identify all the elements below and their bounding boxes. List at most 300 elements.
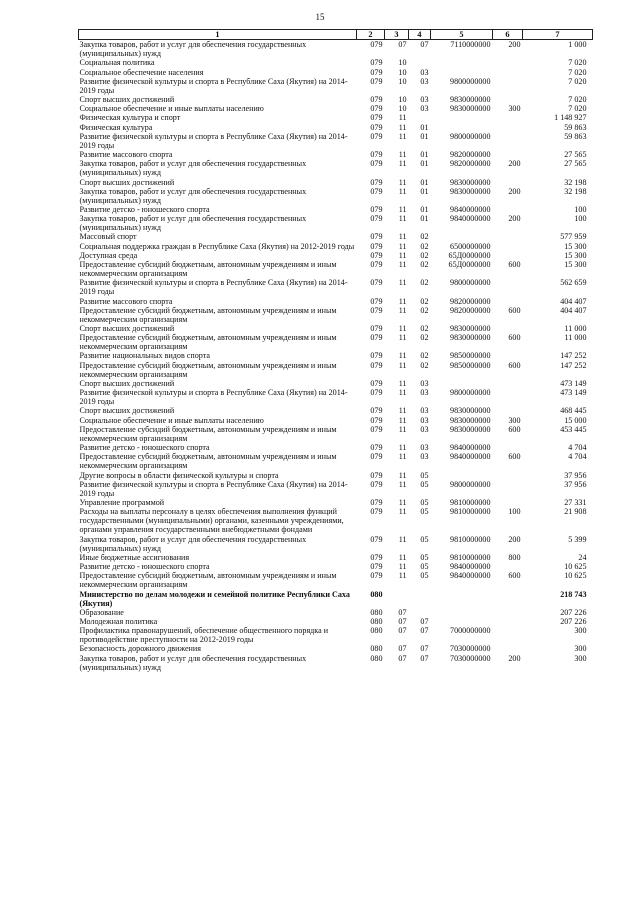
subsection-code: 01 bbox=[420, 150, 429, 160]
row-name: Закупка товаров, работ и услуг для обеспечения государственных (муниципальных) нужд bbox=[79, 534, 307, 553]
table-row bbox=[79, 562, 593, 571]
amount: 468 445 bbox=[560, 406, 587, 416]
amount: 37 956 bbox=[564, 479, 587, 489]
table-row bbox=[79, 388, 593, 406]
row-name: Развитие физической культуры и спорта в Республике Саха (Якутия) на 2014-2019 годы bbox=[79, 479, 348, 498]
table-row bbox=[79, 178, 593, 187]
section-code: 07 bbox=[398, 653, 407, 663]
amount: 11 000 bbox=[564, 333, 587, 343]
ministry-code: 079 bbox=[370, 470, 383, 480]
target-article-code: 65Д0000000 bbox=[448, 250, 491, 260]
section-code: 11 bbox=[398, 232, 407, 242]
amount: 7 020 bbox=[568, 76, 587, 86]
section-code: 07 bbox=[398, 40, 407, 50]
section-code: 11 bbox=[398, 378, 407, 388]
ministry-code: 079 bbox=[370, 534, 383, 544]
amount: 207 226 bbox=[560, 607, 587, 617]
row-name: Предоставление субсидий бюджетным, автономным учреждениям и иным некоммерческим организациям bbox=[79, 452, 337, 471]
ministry-code: 079 bbox=[370, 76, 383, 86]
target-article-code: 7030000000 bbox=[450, 653, 491, 663]
target-article-code: 9830000000 bbox=[450, 95, 491, 105]
subsection-code: 03 bbox=[420, 67, 429, 77]
expense-type-code bbox=[493, 132, 523, 150]
table-row bbox=[79, 306, 593, 324]
target-article-code: 9820000000 bbox=[450, 159, 491, 169]
expense-type-code bbox=[493, 608, 523, 617]
amount: 473 149 bbox=[560, 388, 587, 398]
ministry-code: 079 bbox=[370, 104, 383, 114]
target-article-code: 9830000000 bbox=[450, 186, 491, 196]
expense-type-code bbox=[493, 388, 523, 406]
target-article-code bbox=[431, 113, 493, 122]
table-row bbox=[79, 590, 593, 608]
ministry-code: 080 bbox=[370, 653, 383, 663]
ministry-code: 080 bbox=[370, 644, 383, 654]
ministry-code: 079 bbox=[370, 278, 383, 288]
budget-table bbox=[78, 29, 593, 672]
section-code: 11 bbox=[398, 562, 407, 572]
amount: 59 863 bbox=[564, 131, 587, 141]
section-code: 10 bbox=[398, 58, 407, 68]
expense-type-code: 600 bbox=[508, 333, 521, 343]
amount: 27 565 bbox=[564, 150, 587, 160]
target-article-code: 9830000000 bbox=[450, 324, 491, 333]
section-code: 11 bbox=[398, 186, 407, 196]
row-name: Предоставление субсидий бюджетным, автономным учреждениям и иным некоммерческим организациям bbox=[79, 333, 337, 352]
expense-type-code bbox=[493, 68, 523, 77]
subsection-code bbox=[409, 58, 431, 67]
section-code: 10 bbox=[398, 76, 407, 86]
row-name: Развитие массового спорта bbox=[79, 296, 173, 306]
section-code: 11 bbox=[398, 241, 407, 251]
target-article-code: 9840000000 bbox=[450, 214, 491, 224]
table-row bbox=[79, 251, 593, 260]
section-code: 11 bbox=[398, 113, 407, 123]
row-name: Развитие детско - юношеского спорта bbox=[79, 562, 210, 572]
amount: 218 743 bbox=[560, 589, 587, 599]
target-article-code bbox=[431, 58, 493, 67]
section-code: 11 bbox=[398, 388, 407, 398]
subsection-code: 01 bbox=[420, 186, 429, 196]
subsection-code: 02 bbox=[420, 232, 429, 242]
table-row bbox=[79, 617, 593, 626]
section-code: 11 bbox=[398, 360, 407, 370]
table-row bbox=[79, 480, 593, 498]
expense-type-code: 200 bbox=[508, 40, 521, 50]
table-row bbox=[79, 406, 593, 415]
ministry-code: 079 bbox=[370, 424, 383, 434]
row-name: Социальная поддержка граждан в Республике Саха (Якутия) на 2012-2019 годы bbox=[79, 241, 355, 251]
table-row bbox=[79, 132, 593, 150]
section-code: 11 bbox=[398, 250, 407, 260]
target-article-code: 9830000000 bbox=[450, 406, 491, 416]
section-code: 11 bbox=[398, 131, 407, 141]
subsection-code: 01 bbox=[420, 177, 429, 187]
table-row bbox=[79, 95, 593, 104]
subsection-code: 01 bbox=[420, 122, 429, 132]
ministry-code: 079 bbox=[370, 452, 383, 462]
section-code: 11 bbox=[398, 296, 407, 306]
section-code: 11 bbox=[398, 470, 407, 480]
expense-type-code: 600 bbox=[508, 424, 521, 434]
table-row bbox=[79, 452, 593, 470]
column-header: 7 bbox=[523, 30, 593, 40]
subsection-code: 02 bbox=[420, 241, 429, 251]
section-code: 11 bbox=[398, 324, 407, 333]
target-article-code: 9840000000 bbox=[450, 571, 491, 581]
target-article-code: 9830000000 bbox=[450, 104, 491, 114]
subsection-code bbox=[409, 608, 431, 617]
ministry-code: 079 bbox=[370, 562, 383, 572]
subsection-code: 01 bbox=[420, 204, 429, 214]
expense-type-code bbox=[493, 278, 523, 296]
amount: 32 198 bbox=[564, 177, 587, 187]
subsection-code: 01 bbox=[420, 214, 429, 224]
section-code bbox=[385, 590, 409, 608]
table-row bbox=[79, 535, 593, 553]
ministry-code: 079 bbox=[370, 479, 383, 489]
expense-type-code bbox=[493, 113, 523, 122]
subsection-code: 02 bbox=[420, 305, 429, 315]
amount: 147 252 bbox=[560, 351, 587, 361]
target-article-code: 9800000000 bbox=[450, 278, 491, 288]
row-name: Развитие национальных видов спорта bbox=[79, 351, 210, 361]
amount: 32 198 bbox=[564, 186, 587, 196]
section-code: 11 bbox=[398, 177, 407, 187]
expense-type-code bbox=[493, 205, 523, 214]
table-row bbox=[79, 150, 593, 159]
table-row bbox=[79, 68, 593, 77]
target-article-code: 9840000000 bbox=[450, 204, 491, 214]
row-name: Социальное обеспечение населения bbox=[79, 67, 204, 77]
row-name: Закупка товаров, работ и услуг для обеспечения государственных (муниципальных) нужд bbox=[79, 214, 307, 233]
subsection-code: 07 bbox=[420, 617, 429, 626]
target-article-code: 9810000000 bbox=[450, 534, 491, 544]
ministry-code: 079 bbox=[370, 250, 383, 260]
amount: 7 020 bbox=[568, 58, 587, 68]
target-article-code: 6500000000 bbox=[450, 241, 491, 251]
table-row bbox=[79, 214, 593, 232]
row-name: Предоставление субсидий бюджетным, автономным учреждениям и иным некоммерческим организациям bbox=[79, 424, 337, 443]
amount: 37 956 bbox=[564, 470, 587, 480]
row-name: Закупка товаров, работ и услуг для обеспечения государственных (муниципальных) нужд bbox=[79, 653, 307, 672]
column-header: 2 bbox=[357, 30, 385, 40]
section-code: 11 bbox=[398, 259, 407, 269]
expense-type-code bbox=[493, 351, 523, 360]
row-name: Управление программой bbox=[79, 497, 165, 507]
row-name: Массовый спорт bbox=[79, 232, 137, 242]
target-article-code: 9830000000 bbox=[450, 424, 491, 434]
table-row bbox=[79, 113, 593, 122]
section-code: 11 bbox=[398, 406, 407, 416]
table-row bbox=[79, 40, 593, 59]
row-name: Другие вопросы в области физической культуры и спорта bbox=[79, 470, 279, 480]
target-article-code: 9810000000 bbox=[450, 507, 491, 517]
subsection-code: 01 bbox=[420, 159, 429, 169]
table-row bbox=[79, 471, 593, 480]
subsection-code: 05 bbox=[420, 470, 429, 480]
expense-type-code bbox=[493, 626, 523, 644]
ministry-code: 080 bbox=[370, 589, 383, 599]
section-code: 11 bbox=[398, 497, 407, 507]
ministry-code: 079 bbox=[370, 296, 383, 306]
amount: 10 625 bbox=[564, 571, 587, 581]
section-code: 10 bbox=[398, 67, 407, 77]
subsection-code: 07 bbox=[420, 626, 429, 636]
target-article-code: 7110000000 bbox=[450, 40, 491, 50]
amount: 15 300 bbox=[564, 259, 587, 269]
row-name: Физическая культура bbox=[79, 122, 153, 132]
target-article-code bbox=[431, 232, 493, 241]
table-row bbox=[79, 443, 593, 452]
ministry-code: 080 bbox=[370, 607, 383, 617]
section-code: 11 bbox=[398, 534, 407, 544]
ministry-code: 079 bbox=[370, 360, 383, 370]
ministry-code: 079 bbox=[370, 204, 383, 214]
expense-type-code bbox=[493, 617, 523, 626]
section-code: 10 bbox=[398, 104, 407, 114]
subsection-code: 02 bbox=[420, 324, 429, 333]
table-row bbox=[79, 232, 593, 241]
target-article-code: 9820000000 bbox=[450, 150, 491, 160]
row-name: Спорт высших достижений bbox=[79, 406, 175, 416]
table-row bbox=[79, 333, 593, 351]
target-article-code: 9830000000 bbox=[450, 333, 491, 343]
amount: 300 bbox=[574, 653, 587, 663]
table-row bbox=[79, 379, 593, 388]
section-code: 11 bbox=[398, 214, 407, 224]
subsection-code: 02 bbox=[420, 296, 429, 306]
subsection-code: 02 bbox=[420, 259, 429, 269]
target-article-code: 9830000000 bbox=[450, 415, 491, 425]
row-name: Расходы на выплаты персоналу в целях обеспечения выполнения функций государственными (муниципальными) органами, казенными учреждениями, органами управления государственными внебюджетными фондами bbox=[79, 507, 344, 535]
target-article-code: 9800000000 bbox=[450, 131, 491, 141]
expense-type-code bbox=[493, 242, 523, 251]
row-name: Образование bbox=[79, 607, 124, 617]
expense-type-code: 300 bbox=[508, 415, 521, 425]
row-name: Спорт высших достижений bbox=[79, 95, 175, 105]
target-article-code: 9840000000 bbox=[450, 452, 491, 462]
ministry-code: 079 bbox=[370, 259, 383, 269]
row-name: Развитие физической культуры и спорта в Республике Саха (Якутия) на 2014-2019 годы bbox=[79, 278, 348, 297]
section-code: 11 bbox=[398, 571, 407, 581]
amount: 27 565 bbox=[564, 159, 587, 169]
expense-type-code bbox=[493, 480, 523, 498]
section-code: 11 bbox=[398, 479, 407, 489]
amount: 7 020 bbox=[568, 67, 587, 77]
section-code: 11 bbox=[398, 122, 407, 132]
expense-type-code bbox=[493, 644, 523, 653]
subsection-code: 05 bbox=[420, 552, 429, 562]
section-code: 07 bbox=[398, 617, 407, 626]
ministry-code: 079 bbox=[370, 186, 383, 196]
table-row bbox=[79, 626, 593, 644]
table-row bbox=[79, 77, 593, 95]
ministry-code: 079 bbox=[370, 305, 383, 315]
amount: 453 445 bbox=[560, 424, 587, 434]
expense-type-code bbox=[493, 178, 523, 187]
subsection-code: 03 bbox=[420, 378, 429, 388]
ministry-code: 079 bbox=[370, 406, 383, 416]
ministry-code: 079 bbox=[370, 507, 383, 517]
row-name: Развитие детско - юношеского спорта bbox=[79, 204, 210, 214]
ministry-code: 079 bbox=[370, 122, 383, 132]
row-name: Закупка товаров, работ и услуг для обеспечения государственных (муниципальных) нужд bbox=[79, 159, 307, 178]
subsection-code: 07 bbox=[420, 644, 429, 654]
target-article-code: 9810000000 bbox=[450, 497, 491, 507]
table-row bbox=[79, 416, 593, 425]
ministry-code: 079 bbox=[370, 113, 383, 123]
row-name: Предоставление субсидий бюджетным, автономным учреждениям и иным некоммерческим организациям bbox=[79, 571, 337, 590]
amount: 100 bbox=[574, 204, 587, 214]
expense-type-code bbox=[493, 471, 523, 480]
section-code: 11 bbox=[398, 159, 407, 169]
row-name: Закупка товаров, работ и услуг для обеспечения государственных (муниципальных) нужд bbox=[79, 186, 307, 205]
row-name: Доступная среда bbox=[79, 250, 138, 260]
row-name: Министерство по делам молодежи и семейной политике Республики Саха (Якутия) bbox=[79, 589, 350, 608]
row-name: Развитие детско - юношеского спорта bbox=[79, 443, 210, 453]
ministry-code: 079 bbox=[370, 159, 383, 169]
table-row bbox=[79, 425, 593, 443]
expense-type-code bbox=[493, 590, 523, 608]
subsection-code: 05 bbox=[420, 571, 429, 581]
expense-type-code bbox=[493, 562, 523, 571]
table-row bbox=[79, 361, 593, 379]
amount: 10 625 bbox=[564, 562, 587, 572]
amount: 404 407 bbox=[560, 296, 587, 306]
target-article-code: 9820000000 bbox=[450, 296, 491, 306]
column-header: 6 bbox=[493, 30, 523, 40]
expense-type-code: 200 bbox=[508, 186, 521, 196]
section-code: 11 bbox=[398, 443, 407, 453]
section-code: 11 bbox=[398, 424, 407, 434]
section-code: 11 bbox=[398, 305, 407, 315]
amount: 1 000 bbox=[568, 40, 587, 50]
subsection-code: 02 bbox=[420, 333, 429, 343]
expense-type-code: 600 bbox=[508, 360, 521, 370]
row-name: Иные бюджетные ассигнования bbox=[79, 552, 190, 562]
amount: 15 300 bbox=[564, 250, 587, 260]
subsection-code bbox=[409, 590, 431, 608]
ministry-code: 079 bbox=[370, 232, 383, 242]
amount: 1 148 927 bbox=[554, 113, 587, 123]
target-article-code bbox=[431, 590, 493, 608]
target-article-code: 9820000000 bbox=[450, 305, 491, 315]
ministry-code: 079 bbox=[370, 95, 383, 105]
amount: 4 704 bbox=[568, 452, 587, 462]
section-code: 11 bbox=[398, 452, 407, 462]
amount: 7 020 bbox=[568, 95, 587, 105]
row-name: Развитие физической культуры и спорта в Республике Саха (Якутия) на 2014-2019 годы bbox=[79, 131, 348, 150]
ministry-code: 079 bbox=[370, 131, 383, 141]
row-name: Развитие массового спорта bbox=[79, 150, 173, 160]
subsection-code: 03 bbox=[420, 406, 429, 416]
section-code: 07 bbox=[398, 626, 407, 636]
expense-type-code: 200 bbox=[508, 534, 521, 544]
row-name: Закупка товаров, работ и услуг для обеспечения государственных (муниципальных) нужд bbox=[79, 40, 307, 59]
column-header: 3 bbox=[385, 30, 409, 40]
amount: 7 020 bbox=[568, 104, 587, 114]
expense-type-code bbox=[493, 123, 523, 132]
amount: 147 252 bbox=[560, 360, 587, 370]
ministry-code: 079 bbox=[370, 58, 383, 68]
target-article-code: 9850000000 bbox=[450, 351, 491, 361]
row-name: Безопасность дорожного движения bbox=[79, 644, 201, 654]
target-article-code: 9850000000 bbox=[450, 360, 491, 370]
ministry-code: 080 bbox=[370, 617, 383, 626]
target-article-code: 9840000000 bbox=[450, 443, 491, 453]
ministry-code: 079 bbox=[370, 497, 383, 507]
section-code: 11 bbox=[398, 507, 407, 517]
table-row bbox=[79, 553, 593, 562]
table-row bbox=[79, 278, 593, 296]
row-name: Развитие физической культуры и спорта в Республике Саха (Якутия) на 2014-2019 годы bbox=[79, 76, 348, 95]
row-name: Социальное обеспечение и иные выплаты населению bbox=[79, 415, 264, 425]
target-article-code: 7000000000 bbox=[450, 626, 491, 636]
table-row bbox=[79, 324, 593, 333]
expense-type-code bbox=[493, 406, 523, 415]
target-article-code bbox=[431, 608, 493, 617]
target-article-code bbox=[431, 471, 493, 480]
section-code: 11 bbox=[398, 552, 407, 562]
ministry-code: 079 bbox=[370, 415, 383, 425]
amount: 404 407 bbox=[560, 305, 587, 315]
target-article-code: 9810000000 bbox=[450, 552, 491, 562]
expense-type-code bbox=[493, 58, 523, 67]
amount: 15 300 bbox=[564, 241, 587, 251]
ministry-code: 079 bbox=[370, 241, 383, 251]
expense-type-code bbox=[493, 324, 523, 333]
table-row bbox=[79, 297, 593, 306]
expense-type-code bbox=[493, 251, 523, 260]
table-body bbox=[79, 40, 593, 672]
expense-type-code bbox=[493, 232, 523, 241]
subsection-code: 02 bbox=[420, 278, 429, 288]
table-row bbox=[79, 654, 593, 672]
column-header: 5 bbox=[431, 30, 493, 40]
section-code: 07 bbox=[398, 607, 407, 617]
amount: 300 bbox=[574, 626, 587, 636]
target-article-code: 9800000000 bbox=[450, 76, 491, 86]
amount: 21 908 bbox=[564, 507, 587, 517]
expense-type-code: 200 bbox=[508, 653, 521, 663]
row-name: Физическая культура и спорт bbox=[79, 113, 181, 123]
row-name: Молодежная политика bbox=[79, 617, 158, 626]
row-name: Развитие физической культуры и спорта в Республике Саха (Якутия) на 2014-2019 годы bbox=[79, 388, 348, 407]
table-row bbox=[79, 104, 593, 113]
section-code: 11 bbox=[398, 204, 407, 214]
ministry-code: 079 bbox=[370, 40, 383, 50]
row-name: Спорт высших достижений bbox=[79, 378, 175, 388]
subsection-code: 02 bbox=[420, 360, 429, 370]
row-name: Предоставление субсидий бюджетным, автономным учреждениям и иным некоммерческим организациям bbox=[79, 360, 337, 379]
table-row bbox=[79, 187, 593, 205]
ministry-code: 079 bbox=[370, 443, 383, 453]
table-row bbox=[79, 159, 593, 177]
ministry-code: 080 bbox=[370, 626, 383, 636]
amount: 24 bbox=[578, 552, 587, 562]
amount: 59 863 bbox=[564, 122, 587, 132]
row-name: Предоставление субсидий бюджетным, автономным учреждениям и иным некоммерческим организациям bbox=[79, 259, 337, 279]
expense-type-code: 600 bbox=[508, 259, 521, 269]
expense-type-code bbox=[493, 77, 523, 95]
subsection-code: 05 bbox=[420, 562, 429, 572]
ministry-code: 079 bbox=[370, 571, 383, 581]
subsection-code: 03 bbox=[420, 415, 429, 425]
table-row bbox=[79, 58, 593, 67]
table-row bbox=[79, 351, 593, 360]
table-row bbox=[79, 205, 593, 214]
